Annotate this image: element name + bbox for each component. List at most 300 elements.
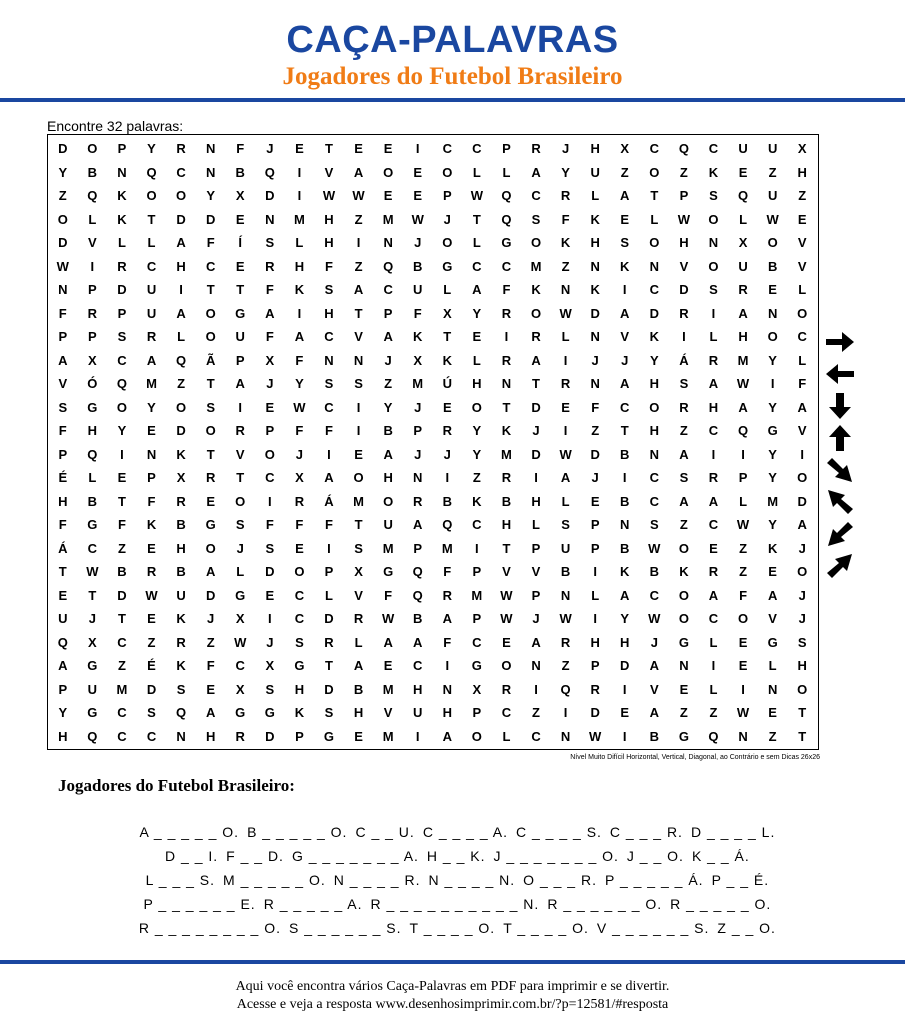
grid-letter[interactable]: W — [648, 611, 661, 626]
grid-letter[interactable]: E — [383, 141, 393, 156]
grid-letter[interactable]: I — [297, 305, 302, 321]
grid-letter[interactable]: R — [560, 188, 571, 203]
grid-letter[interactable]: F — [206, 658, 215, 673]
grid-letter[interactable]: F — [443, 564, 452, 579]
grid-letter[interactable]: A — [205, 564, 216, 579]
grid-letter[interactable]: U — [560, 540, 571, 556]
grid-letter[interactable]: Y — [561, 164, 570, 180]
grid-letter[interactable]: J — [207, 611, 215, 626]
grid-letter[interactable]: G — [87, 517, 98, 532]
grid-letter[interactable]: P — [58, 329, 68, 344]
grid-letter[interactable]: D — [117, 282, 127, 297]
grid-letter[interactable]: T — [206, 282, 215, 297]
grid-letter[interactable]: Z — [768, 164, 777, 180]
grid-letter[interactable]: Ó — [87, 376, 98, 391]
grid-letter[interactable]: A — [738, 305, 748, 321]
grid-letter[interactable]: V — [354, 587, 363, 603]
grid-letter[interactable]: H — [294, 258, 305, 274]
grid-letter[interactable]: E — [797, 211, 807, 227]
grid-letter[interactable]: H — [413, 681, 423, 697]
grid-letter[interactable]: R — [590, 681, 600, 697]
grid-letter[interactable]: A — [353, 282, 364, 297]
grid-letter[interactable]: S — [265, 540, 275, 556]
grid-letter[interactable]: G — [678, 634, 689, 650]
grid-letter[interactable]: P — [679, 188, 689, 203]
grid-letter[interactable]: W — [86, 564, 99, 579]
grid-letter[interactable]: O — [767, 329, 778, 344]
grid-letter[interactable]: M — [382, 728, 394, 744]
grid-letter[interactable]: L — [88, 470, 97, 485]
grid-letter[interactable]: W — [736, 705, 750, 720]
grid-letter[interactable]: V — [354, 329, 363, 344]
grid-letter[interactable]: E — [235, 258, 245, 274]
grid-letter[interactable]: J — [798, 587, 806, 603]
grid-letter[interactable]: A — [294, 329, 305, 344]
grid-letter[interactable]: P — [58, 446, 68, 462]
grid-letter[interactable]: E — [738, 164, 748, 180]
grid-letter[interactable]: B — [442, 493, 452, 509]
grid-letter[interactable]: J — [798, 611, 806, 626]
grid-letter[interactable]: A — [649, 658, 660, 673]
grid-letter[interactable]: I — [238, 399, 243, 415]
grid-letter[interactable]: W — [352, 188, 365, 203]
grid-letter[interactable]: K — [531, 282, 541, 297]
grid-letter[interactable]: L — [591, 188, 600, 203]
grid-letter[interactable]: X — [265, 352, 275, 368]
grid-letter[interactable]: O — [649, 399, 660, 415]
grid-letter[interactable]: Z — [354, 211, 363, 227]
grid-letter[interactable]: K — [620, 564, 630, 579]
grid-letter[interactable]: É — [58, 470, 68, 485]
grid-letter[interactable]: O — [205, 423, 216, 438]
grid-letter[interactable]: P — [590, 517, 600, 532]
grid-letter[interactable]: J — [88, 611, 96, 626]
grid-letter[interactable]: Y — [117, 423, 127, 438]
grid-letter[interactable]: Q — [678, 141, 689, 156]
grid-letter[interactable]: H — [353, 705, 364, 720]
grid-letter[interactable]: E — [768, 564, 777, 579]
grid-letter[interactable]: T — [58, 564, 67, 579]
grid-letter[interactable]: R — [501, 470, 512, 485]
grid-letter[interactable]: F — [384, 587, 393, 603]
grid-letter[interactable]: T — [147, 211, 156, 227]
grid-letter[interactable]: C — [176, 164, 186, 180]
grid-letter[interactable]: V — [235, 446, 245, 462]
grid-letter[interactable]: M — [116, 681, 128, 697]
grid-letter[interactable]: C — [117, 352, 127, 368]
grid-letter[interactable]: G — [235, 587, 246, 603]
grid-letter[interactable]: N — [176, 728, 186, 744]
grid-letter[interactable]: S — [58, 399, 68, 415]
grid-letter[interactable]: D — [324, 611, 334, 626]
grid-letter[interactable]: P — [117, 141, 127, 156]
grid-letter[interactable]: P — [88, 329, 97, 344]
grid-letter[interactable]: E — [738, 634, 748, 650]
grid-letter[interactable]: B — [767, 258, 778, 274]
grid-letter[interactable]: E — [442, 399, 452, 415]
grid-letter[interactable]: E — [413, 188, 423, 203]
grid-letter[interactable]: Á — [679, 352, 689, 368]
grid-letter[interactable]: X — [354, 564, 363, 579]
grid-letter[interactable]: Z — [679, 705, 688, 720]
grid-letter[interactable]: F — [265, 329, 274, 344]
grid-letter[interactable]: P — [472, 611, 482, 626]
grid-letter[interactable]: D — [176, 423, 186, 438]
grid-letter[interactable]: M — [471, 587, 483, 603]
grid-letter[interactable]: Á — [324, 493, 334, 509]
grid-letter[interactable]: I — [563, 423, 568, 438]
grid-letter[interactable]: D — [205, 587, 216, 603]
grid-letter[interactable]: I — [90, 258, 95, 274]
grid-letter[interactable]: J — [443, 211, 451, 227]
grid-letter[interactable]: C — [797, 329, 807, 344]
grid-letter[interactable]: E — [295, 540, 304, 556]
grid-letter[interactable]: Z — [354, 258, 363, 274]
grid-letter[interactable]: Z — [117, 658, 126, 673]
grid-letter[interactable]: Q — [264, 164, 275, 180]
grid-letter[interactable]: Q — [146, 164, 157, 180]
grid-letter[interactable]: O — [176, 399, 187, 415]
grid-letter[interactable]: K — [413, 329, 423, 344]
grid-letter[interactable]: R — [560, 634, 571, 650]
grid-letter[interactable]: Q — [176, 705, 187, 720]
grid-letter[interactable]: L — [502, 728, 511, 744]
grid-letter[interactable]: V — [679, 258, 689, 274]
grid-letter[interactable]: A — [738, 399, 748, 415]
grid-letter[interactable]: S — [147, 705, 156, 720]
grid-letter[interactable]: F — [502, 282, 511, 297]
grid-letter[interactable]: N — [560, 587, 571, 603]
grid-letter[interactable]: E — [206, 493, 215, 509]
grid-letter[interactable]: T — [798, 705, 807, 720]
grid-letter[interactable]: E — [117, 470, 127, 485]
grid-letter[interactable]: J — [591, 352, 599, 368]
grid-letter[interactable]: I — [534, 681, 538, 697]
grid-letter[interactable]: S — [531, 211, 541, 227]
grid-letter[interactable]: T — [354, 517, 363, 532]
grid-letter[interactable]: K — [117, 211, 127, 227]
grid-letter[interactable]: F — [295, 352, 304, 368]
grid-letter[interactable]: R — [442, 423, 452, 438]
grid-letter[interactable]: F — [325, 517, 333, 532]
grid-letter[interactable]: J — [266, 634, 274, 650]
grid-letter[interactable]: I — [711, 446, 716, 462]
grid-letter[interactable]: I — [297, 188, 302, 203]
grid-letter[interactable]: A — [708, 376, 719, 391]
grid-letter[interactable]: Y — [472, 423, 482, 438]
grid-letter[interactable]: W — [559, 611, 572, 626]
grid-letter[interactable]: I — [356, 235, 361, 250]
grid-letter[interactable]: P — [235, 352, 245, 368]
grid-letter[interactable]: N — [649, 258, 660, 274]
grid-letter[interactable]: W — [648, 540, 661, 556]
grid-letter[interactable]: X — [295, 470, 304, 485]
grid-letter[interactable]: N — [738, 728, 748, 744]
grid-letter[interactable]: V — [797, 258, 807, 274]
grid-letter[interactable]: F — [325, 258, 333, 274]
grid-letter[interactable]: H — [324, 305, 334, 321]
grid-letter[interactable]: M — [353, 493, 364, 509]
grid-letter[interactable]: R — [176, 634, 186, 650]
grid-letter[interactable]: E — [768, 282, 777, 297]
grid-letter[interactable]: O — [797, 470, 808, 485]
grid-letter[interactable]: C — [117, 634, 127, 650]
grid-letter[interactable]: X — [472, 681, 482, 697]
grid-letter[interactable]: W — [736, 517, 750, 532]
grid-letter[interactable]: I — [593, 611, 597, 626]
grid-letter[interactable]: O — [767, 235, 778, 250]
grid-letter[interactable]: S — [797, 634, 807, 650]
grid-letter[interactable]: Q — [383, 258, 394, 274]
grid-letter[interactable]: Z — [709, 705, 718, 720]
grid-letter[interactable]: O — [353, 470, 364, 485]
grid-letter[interactable]: I — [445, 470, 450, 485]
grid-letter[interactable]: S — [679, 376, 689, 391]
grid-letter[interactable]: Y — [768, 399, 777, 415]
grid-letter[interactable]: S — [235, 517, 245, 532]
grid-letter[interactable]: T — [325, 658, 333, 673]
grid-letter[interactable]: A — [146, 352, 157, 368]
grid-letter[interactable]: G — [383, 564, 394, 579]
grid-letter[interactable]: J — [266, 376, 274, 391]
grid-letter[interactable]: E — [147, 611, 156, 626]
grid-letter[interactable]: P — [265, 423, 275, 438]
grid-letter[interactable]: D — [679, 282, 689, 297]
grid-letter[interactable]: D — [117, 587, 127, 603]
grid-letter[interactable]: X — [620, 141, 630, 156]
grid-letter[interactable]: Z — [472, 470, 481, 485]
grid-letter[interactable]: O — [383, 164, 394, 180]
grid-letter[interactable]: W — [470, 188, 483, 203]
grid-letter[interactable]: T — [206, 446, 215, 462]
grid-letter[interactable]: É — [147, 658, 156, 673]
grid-letter[interactable]: P — [472, 705, 482, 720]
grid-letter[interactable]: I — [179, 282, 183, 297]
grid-letter[interactable]: V — [649, 681, 659, 697]
grid-letter[interactable]: L — [739, 493, 748, 509]
grid-letter[interactable]: I — [415, 141, 420, 156]
grid-letter[interactable]: F — [591, 399, 600, 415]
grid-letter[interactable]: C — [146, 258, 157, 274]
grid-letter[interactable]: K — [176, 446, 186, 462]
grid-letter[interactable]: N — [146, 446, 157, 462]
grid-letter[interactable]: S — [265, 235, 275, 250]
grid-letter[interactable]: X — [176, 470, 186, 485]
grid-letter[interactable]: P — [531, 540, 541, 556]
grid-letter[interactable]: O — [737, 611, 749, 626]
grid-letter[interactable]: Z — [561, 658, 570, 673]
grid-letter[interactable]: Z — [117, 540, 126, 556]
grid-letter[interactable]: E — [265, 587, 275, 603]
grid-letter[interactable]: R — [708, 470, 719, 485]
grid-letter[interactable]: S — [117, 329, 127, 344]
grid-letter[interactable]: N — [413, 470, 423, 485]
grid-letter[interactable]: C — [117, 705, 127, 720]
grid-letter[interactable]: J — [561, 141, 570, 156]
grid-letter[interactable]: R — [87, 305, 98, 321]
grid-letter[interactable]: H — [797, 164, 807, 180]
grid-letter[interactable]: H — [797, 658, 807, 673]
grid-letter[interactable]: O — [176, 188, 187, 203]
grid-letter[interactable]: P — [58, 681, 68, 697]
grid-letter[interactable]: S — [176, 681, 186, 697]
grid-letter[interactable]: V — [58, 376, 68, 391]
grid-letter[interactable]: K — [679, 564, 689, 579]
grid-letter[interactable]: H — [679, 235, 689, 250]
grid-letter[interactable]: S — [324, 705, 334, 720]
grid-letter[interactable]: B — [353, 681, 364, 697]
grid-letter[interactable]: L — [472, 164, 481, 180]
grid-letter[interactable]: A — [620, 188, 630, 203]
grid-letter[interactable]: D — [58, 235, 68, 250]
grid-letter[interactable]: C — [649, 282, 660, 297]
grid-letter[interactable]: E — [354, 141, 363, 156]
grid-letter[interactable]: C — [294, 611, 305, 626]
grid-letter[interactable]: C — [324, 329, 334, 344]
grid-letter[interactable]: Y — [147, 399, 156, 415]
grid-letter[interactable]: F — [117, 517, 126, 532]
grid-letter[interactable]: G — [235, 305, 246, 321]
grid-letter[interactable]: F — [739, 587, 748, 603]
grid-letter[interactable]: F — [206, 235, 215, 250]
grid-letter[interactable]: J — [236, 540, 244, 556]
grid-letter[interactable]: U — [146, 305, 157, 321]
grid-letter[interactable]: W — [381, 611, 395, 626]
grid-letter[interactable]: A — [679, 446, 689, 462]
grid-letter[interactable]: L — [117, 235, 126, 250]
grid-letter[interactable]: U — [176, 587, 186, 603]
grid-letter[interactable]: B — [620, 540, 630, 556]
grid-letter[interactable]: D — [265, 728, 275, 744]
grid-letter[interactable]: N — [383, 235, 393, 250]
grid-letter[interactable]: N — [649, 446, 660, 462]
grid-letter[interactable]: U — [590, 164, 600, 180]
grid-letter[interactable]: R — [294, 493, 305, 509]
grid-letter[interactable]: A — [472, 282, 482, 297]
grid-letter[interactable]: E — [354, 446, 363, 462]
grid-letter[interactable]: N — [353, 352, 364, 368]
grid-letter[interactable]: N — [767, 681, 778, 697]
grid-letter[interactable]: J — [621, 352, 629, 368]
grid-letter[interactable]: Z — [147, 634, 156, 650]
grid-letter[interactable]: R — [560, 376, 571, 391]
grid-letter[interactable]: Z — [679, 517, 688, 532]
grid-letter[interactable]: J — [295, 446, 304, 462]
grid-letter[interactable]: I — [711, 305, 716, 321]
grid-letter[interactable]: L — [354, 634, 363, 650]
grid-letter[interactable]: O — [146, 188, 157, 203]
grid-letter[interactable]: O — [678, 611, 689, 626]
grid-letter[interactable]: I — [741, 681, 745, 697]
grid-letter[interactable]: V — [768, 611, 777, 626]
grid-letter[interactable]: O — [678, 587, 689, 603]
grid-letter[interactable]: K — [649, 329, 660, 344]
grid-letter[interactable]: O — [530, 305, 542, 321]
grid-letter[interactable]: J — [443, 446, 451, 462]
grid-letter[interactable]: U — [146, 282, 157, 297]
grid-letter[interactable]: I — [622, 282, 627, 297]
grid-letter[interactable]: E — [354, 728, 363, 744]
grid-letter[interactable]: R — [501, 681, 512, 697]
grid-letter[interactable]: K — [501, 423, 512, 438]
grid-letter[interactable]: L — [709, 329, 718, 344]
grid-letter[interactable]: T — [117, 493, 126, 509]
grid-letter[interactable]: K — [620, 258, 630, 274]
grid-letter[interactable]: Q — [176, 352, 187, 368]
grid-letter[interactable]: Ú — [442, 376, 452, 391]
grid-letter[interactable]: A — [620, 587, 630, 603]
grid-letter[interactable]: F — [295, 517, 304, 532]
grid-letter[interactable]: Y — [295, 376, 304, 391]
grid-letter[interactable]: A — [265, 305, 275, 321]
grid-letter[interactable]: R — [679, 399, 689, 415]
grid-letter[interactable]: Z — [798, 188, 807, 203]
grid-letter[interactable]: S — [561, 517, 570, 532]
grid-letter[interactable]: U — [383, 517, 393, 532]
grid-letter[interactable]: Z — [768, 728, 777, 744]
grid-letter[interactable]: H — [472, 376, 482, 391]
grid-letter[interactable]: G — [205, 517, 216, 532]
grid-letter[interactable]: R — [708, 564, 719, 579]
grid-letter[interactable]: T — [236, 282, 245, 297]
grid-letter[interactable]: L — [472, 352, 481, 368]
grid-letter[interactable]: C — [87, 540, 98, 556]
grid-letter[interactable]: L — [591, 587, 600, 603]
grid-letter[interactable]: R — [176, 141, 186, 156]
grid-letter[interactable]: L — [561, 329, 570, 344]
grid-letter[interactable]: T — [650, 188, 659, 203]
grid-letter[interactable]: G — [264, 705, 275, 720]
grid-letter[interactable]: C — [472, 258, 482, 274]
grid-letter[interactable]: G — [87, 658, 98, 673]
grid-letter[interactable]: A — [235, 376, 245, 391]
grid-letter[interactable]: N — [590, 376, 600, 391]
grid-letter[interactable]: O — [797, 564, 808, 579]
grid-letter[interactable]: E — [206, 681, 215, 697]
grid-letter[interactable]: J — [650, 634, 658, 650]
grid-letter[interactable]: K — [294, 282, 305, 297]
grid-letter[interactable]: Q — [412, 564, 423, 579]
grid-letter[interactable]: A — [353, 658, 364, 673]
grid-letter[interactable]: T — [620, 423, 629, 438]
grid-letter[interactable]: T — [502, 540, 511, 556]
grid-letter[interactable]: C — [294, 587, 305, 603]
grid-letter[interactable]: Q — [87, 446, 98, 462]
grid-letter[interactable]: O — [205, 305, 216, 321]
grid-letter[interactable]: M — [501, 446, 512, 462]
grid-letter[interactable]: N — [590, 329, 600, 344]
grid-letter[interactable]: I — [475, 540, 479, 556]
grid-letter[interactable]: C — [531, 188, 541, 203]
grid-letter[interactable]: X — [797, 141, 807, 156]
grid-letter[interactable]: O — [530, 235, 542, 250]
grid-letter[interactable]: P — [383, 305, 393, 321]
grid-letter[interactable]: R — [235, 423, 245, 438]
grid-letter[interactable]: B — [117, 564, 127, 579]
grid-letter[interactable]: Q — [87, 728, 98, 744]
grid-letter[interactable]: C — [146, 728, 157, 744]
grid-letter[interactable]: L — [798, 282, 807, 297]
grid-letter[interactable]: H — [649, 423, 660, 438]
grid-letter[interactable]: Q — [737, 423, 749, 438]
grid-letter[interactable]: Z — [620, 164, 629, 180]
grid-letter[interactable]: C — [265, 470, 275, 485]
grid-letter[interactable]: H — [205, 728, 216, 744]
grid-letter[interactable]: K — [560, 235, 571, 250]
grid-letter[interactable]: Q — [501, 188, 512, 203]
grid-letter[interactable]: C — [708, 611, 719, 626]
grid-letter[interactable]: V — [502, 564, 511, 579]
